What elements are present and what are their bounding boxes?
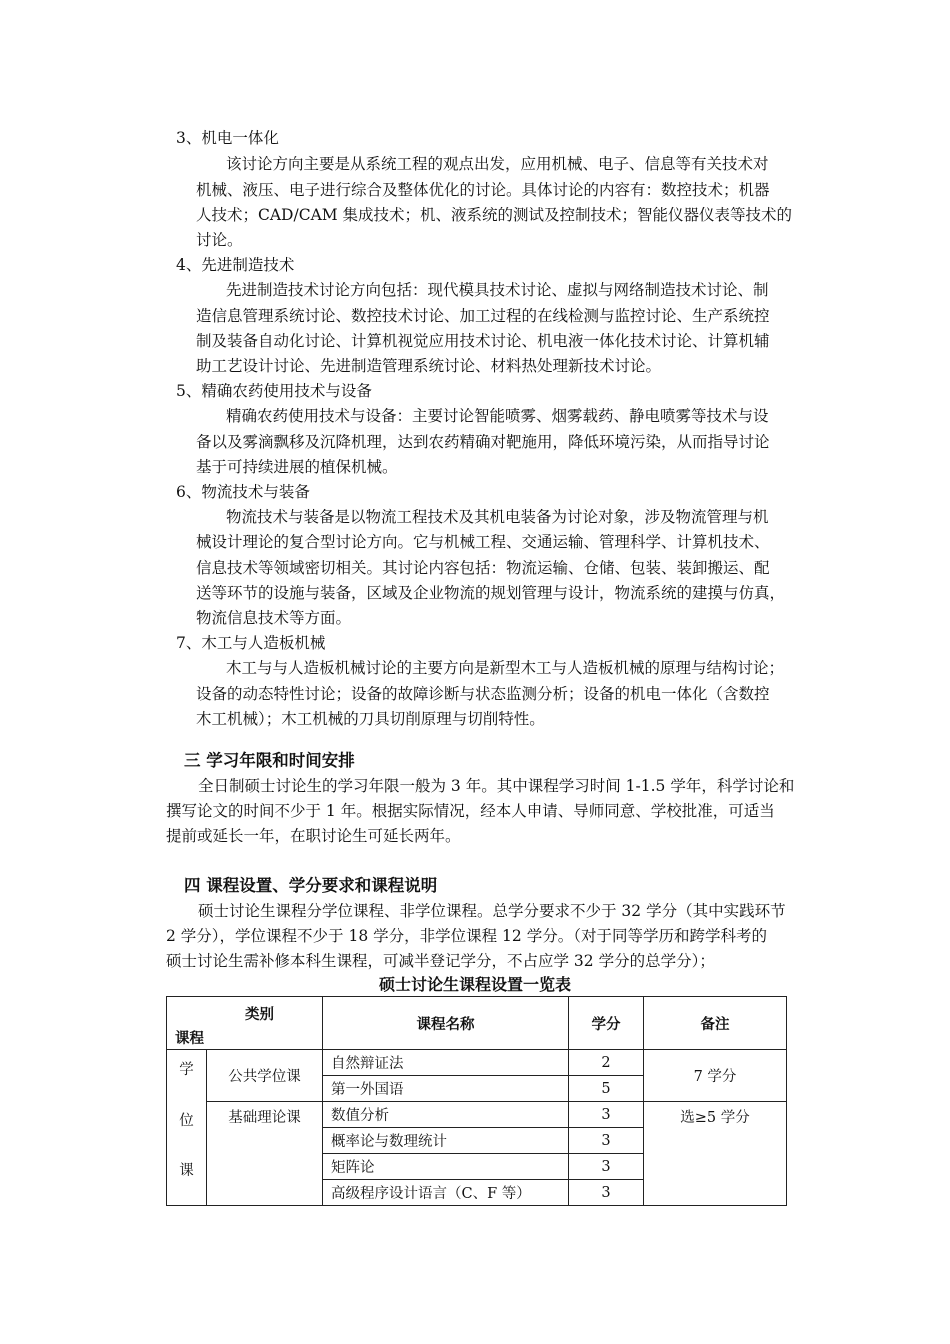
heading-study-duration: 三 学习年限和时间安排 xyxy=(184,751,355,770)
section-4-title: 4、先进制造技术 xyxy=(176,256,295,274)
course-name: 概率论与数理统计 xyxy=(323,1128,569,1154)
course-line: 硕士讨论生需补修本科生课程，可减半登记学分，不占应学 32 学分的总学分）； xyxy=(166,952,715,970)
table-row xyxy=(167,1102,787,1128)
section-6-line: 械设计理论的复合型讨论方向。它与机械工程、交通运输、管理科学、计算机技术、 xyxy=(196,533,770,551)
course-credit: 3 xyxy=(569,1102,644,1128)
table-caption: 硕士讨论生课程设置一览表 xyxy=(378,975,571,994)
table-row xyxy=(167,1050,787,1076)
group-char: 课 xyxy=(179,1163,194,1179)
section-7-line: 木工与与人造板机械讨论的主要方向是新型木工与人造板机械的原理与结构讨论； xyxy=(226,659,785,677)
basic-course-note: 选≥5 学分 xyxy=(644,1102,787,1206)
section-3-line: 机械、液压、电子进行综合及整体优化的讨论。具体讨论的内容有：数控技术；机器 xyxy=(196,181,770,199)
course-credit: 5 xyxy=(569,1076,644,1102)
section-6-title: 6、物流技术与装备 xyxy=(176,483,310,501)
header-category: 类别 xyxy=(245,1007,274,1023)
course-table xyxy=(166,996,787,1206)
section-3-title: 3、机电一体化 xyxy=(176,129,279,147)
course-name: 高级程序设计语言（C、F 等） xyxy=(323,1180,569,1206)
section-4-line: 助工艺设计讨论、先进制造管理系统讨论、材料热处理新技术讨论。 xyxy=(196,357,662,375)
header-category-cell xyxy=(167,997,323,1050)
section-5-line: 基于可持续进展的植保机械。 xyxy=(196,458,398,476)
section-6-line: 送等环节的设施与装备，区域及企业物流的规划管理与设计，物流系统的建摸与仿真， xyxy=(196,584,786,602)
section-3-line: 该讨论方向主要是从系统工程的观点出发，应用机械、电子、信息等有关技术对 xyxy=(226,155,769,173)
duration-line: 提前或延长一年，在职讨论生可延长两年。 xyxy=(166,827,461,845)
header-note: 备注 xyxy=(644,997,787,1050)
duration-line: 撰写论文的时间不少于 1 年。根据实际情况，经本人申请、导师同意、学校批准，可适当 xyxy=(166,802,775,820)
section-6-line: 信息技术等领域密切相关。其讨论内容包括：物流运输、仓储、包装、装卸搬运、配 xyxy=(196,559,770,577)
section-4-line: 先进制造技术讨论方向包括：现代模具技术讨论、虚拟与网络制造技术讨论、制 xyxy=(226,281,769,299)
course-line: 2 学分），学位课程不少于 18 学分，非学位课程 12 学分。（对于同等学历和跨学科考的 xyxy=(166,927,767,945)
section-6-line: 物流技术与装备是以物流工程技术及其机电装备为讨论对象，涉及物流管理与机 xyxy=(226,508,769,526)
duration-line: 全日制硕士讨论生的学习年限一般为 3 年。其中课程学习时间 1-1.5 学年，科学讨论和 xyxy=(198,777,795,795)
section-7-line: 木工机械）；木工机械的刀具切削原理与切削特性。 xyxy=(196,710,545,728)
section-4-line: 制及装备自动化讨论、计算机视觉应用技术讨论、机电液一体化技术讨论、计算机辅 xyxy=(196,332,770,350)
course-name: 数值分析 xyxy=(323,1102,569,1128)
degree-course-group xyxy=(167,1050,207,1206)
heading-course-setting: 四 课程设置、学分要求和课程说明 xyxy=(184,876,438,895)
course-credit: 2 xyxy=(569,1050,644,1076)
section-7-title: 7、木工与人造板机械 xyxy=(176,634,326,652)
section-5-line: 备以及雾滴飘移及沉降机理，达到农药精确对靶施用，降低环境污染，从而指导讨论 xyxy=(196,433,770,451)
course-name: 矩阵论 xyxy=(323,1154,569,1180)
section-5-title: 5、精确农药使用技术与设备 xyxy=(176,382,372,400)
header-course: 课程 xyxy=(175,1031,204,1047)
course-name: 第一外国语 xyxy=(323,1076,569,1102)
basic-course-label: 基础理论课 xyxy=(207,1102,323,1206)
section-6-line: 物流信息技术等方面。 xyxy=(196,609,352,627)
section-3-line: 讨论。 xyxy=(196,231,243,249)
course-name: 自然辩证法 xyxy=(323,1050,569,1076)
course-credit: 3 xyxy=(569,1180,644,1206)
public-course-note: 7 学分 xyxy=(644,1050,787,1102)
header-name: 课程名称 xyxy=(323,997,569,1050)
course-credit: 3 xyxy=(569,1128,644,1154)
header-credit: 学分 xyxy=(569,997,644,1050)
table-header-row xyxy=(167,997,787,1050)
course-line: 硕士讨论生课程分学位课程、非学位课程。总学分要求不少于 32 学分（其中实践环节 xyxy=(198,902,786,920)
section-5-line: 精确农药使用技术与设备：主要讨论智能喷雾、烟雾载药、静电喷雾等技术与设 xyxy=(226,407,769,425)
section-7-line: 设备的动态特性讨论；设备的故障诊断与状态监测分析；设备的机电一体化（含数控 xyxy=(196,685,770,703)
group-char: 位 xyxy=(179,1112,194,1129)
public-course-label: 公共学位课 xyxy=(207,1050,323,1102)
section-3-line: 人技术；CAD/CAM 集成技术；机、液系统的测试及控制技术；智能仪器仪表等技术的 xyxy=(196,206,793,224)
section-4-line: 造信息管理系统讨论、数控技术讨论、加工过程的在线检测与监控讨论、生产系统控 xyxy=(196,307,770,325)
course-credit: 3 xyxy=(569,1154,644,1180)
group-char: 学 xyxy=(179,1062,194,1078)
